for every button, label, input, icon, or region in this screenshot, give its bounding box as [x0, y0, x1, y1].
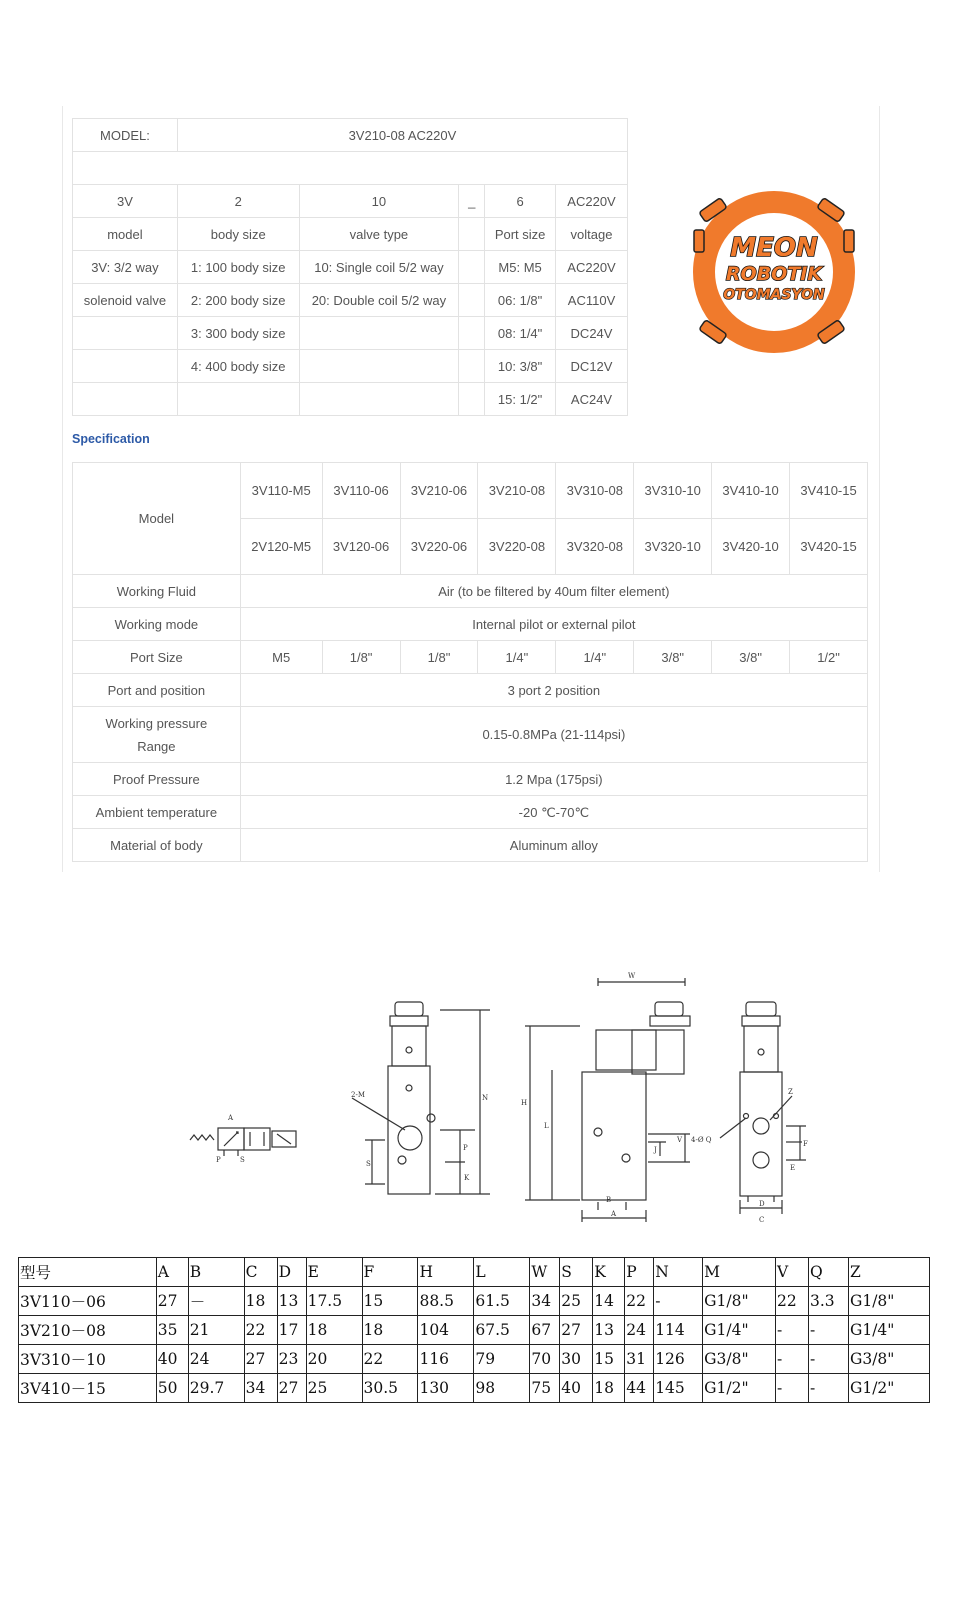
dimension-cell: 30: [560, 1345, 593, 1374]
code-part: 2: [177, 185, 299, 218]
dimension-row: [19, 1287, 930, 1316]
dimension-cell: 22: [244, 1316, 277, 1345]
dimension-cell: 18: [244, 1287, 277, 1316]
dimension-cell: -: [654, 1287, 703, 1316]
option-cell: [177, 383, 299, 416]
dimension-cell: G3/8": [703, 1345, 776, 1374]
technical-drawing: [180, 970, 820, 1240]
dimension-row: [19, 1374, 930, 1403]
dimension-cell: 30.5: [362, 1374, 418, 1403]
dimension-cell: -: [809, 1316, 849, 1345]
dimension-cell: G1/4": [703, 1316, 776, 1345]
dimension-cell: 104: [418, 1316, 474, 1345]
row-label: Port and position: [73, 674, 241, 707]
dimension-header-cell: C: [244, 1258, 277, 1287]
model-cell: 3V210-06: [400, 463, 478, 519]
option-cell: 3V: 3/2 way: [73, 251, 178, 284]
row-value: 0.15-0.8MPa (21-114psi): [240, 707, 867, 763]
dimension-header-cell: A: [156, 1258, 188, 1287]
logo-line2: ROBOTIK: [725, 263, 823, 285]
option-row: [73, 350, 628, 383]
option-cell: M5: M5: [485, 251, 556, 284]
dimension-header-cell: D: [277, 1258, 306, 1287]
option-cell: [73, 317, 178, 350]
dimension-cell: -: [809, 1374, 849, 1403]
dimension-header-cell: B: [188, 1258, 244, 1287]
row-label: Proof Pressure: [73, 763, 241, 796]
code-part: 3V: [73, 185, 178, 218]
option-cell: 08: 1/4": [485, 317, 556, 350]
dimension-cell: 70: [530, 1345, 560, 1374]
material-row: [73, 829, 868, 862]
option-cell: 15: 1/2": [485, 383, 556, 416]
label-w: W: [628, 972, 636, 980]
option-cell: 20: Double coil 5/2 way: [299, 284, 459, 317]
option-cell: [73, 350, 178, 383]
dimension-cell: 13: [277, 1287, 306, 1316]
row-label: Port Size: [73, 641, 241, 674]
label-f: F: [803, 1140, 808, 1148]
caption: [459, 218, 485, 251]
caption: model: [73, 218, 178, 251]
label-p: P: [216, 1156, 221, 1164]
dimension-cell: 31: [625, 1345, 654, 1374]
option-row: [73, 383, 628, 416]
label-s: S: [240, 1156, 245, 1164]
dimension-cell: G3/8": [848, 1345, 929, 1374]
dimension-header-cell: V: [776, 1258, 809, 1287]
label-h: H: [521, 1099, 528, 1107]
dimension-cell: 3.3: [809, 1287, 849, 1316]
dimension-cell: 27: [560, 1316, 593, 1345]
option-cell: AC220V: [556, 251, 628, 284]
pressure-range-row: [73, 707, 868, 763]
label-line: Range: [137, 738, 176, 754]
dimension-header-cell: F: [362, 1258, 418, 1287]
model-cell: 3V320-08: [556, 519, 634, 575]
dimension-cell: -: [809, 1345, 849, 1374]
dimension-cell: 50: [156, 1374, 188, 1403]
dimension-cell: 18: [362, 1316, 418, 1345]
option-cell: AC110V: [556, 284, 628, 317]
option-cell: [299, 350, 459, 383]
dimension-cell: -: [776, 1345, 809, 1374]
option-cell: 10: Single coil 5/2 way: [299, 251, 459, 284]
row-value: Air (to be filtered by 40um filter element): [240, 575, 867, 608]
label-z: Z: [788, 1088, 793, 1096]
dimension-cell: 21: [188, 1316, 244, 1345]
row-label: Working Fluid: [73, 575, 241, 608]
row-label: Material of body: [73, 829, 241, 862]
label-v: V: [677, 1136, 683, 1144]
dimension-cell: 40: [560, 1374, 593, 1403]
option-cell: 4: 400 body size: [177, 350, 299, 383]
port-size-cell: M5: [240, 641, 322, 674]
dimension-header-cell: L: [474, 1258, 530, 1287]
specification-table: [72, 462, 868, 862]
option-cell: [459, 251, 485, 284]
dimension-header-cell: H: [418, 1258, 474, 1287]
row-label: [73, 707, 241, 763]
option-cell: [73, 383, 178, 416]
port-size-cell: 3/8": [634, 641, 712, 674]
model-cell: 3V220-08: [478, 519, 556, 575]
dimension-header-cell: E: [306, 1258, 362, 1287]
dimension-cell: 23: [277, 1345, 306, 1374]
caption: valve type: [299, 218, 459, 251]
side-view: [351, 1002, 490, 1194]
label-a2: A: [611, 1210, 617, 1218]
option-cell: solenoid valve: [73, 284, 178, 317]
dimension-header-row: [19, 1258, 930, 1287]
dimension-cell: 114: [654, 1316, 703, 1345]
model-cell: 3V120-06: [322, 519, 400, 575]
dimension-table: [18, 1257, 930, 1403]
dimension-cell: 79: [474, 1345, 530, 1374]
caption: voltage: [556, 218, 628, 251]
dimension-cell: 75: [530, 1374, 560, 1403]
dimension-header-cell: W: [530, 1258, 560, 1287]
row-value: 3 port 2 position: [240, 674, 867, 707]
dimension-cell: 116: [418, 1345, 474, 1374]
dimension-cell: 88.5: [418, 1287, 474, 1316]
dimension-cell: 20: [306, 1345, 362, 1374]
dimension-header-cell: N: [654, 1258, 703, 1287]
port-size-cell: 1/8": [400, 641, 478, 674]
dimension-cell: 61.5: [474, 1287, 530, 1316]
row-value: Aluminum alloy: [240, 829, 867, 862]
dimension-cell: 145: [654, 1374, 703, 1403]
dimension-cell: 27: [156, 1287, 188, 1316]
dimension-cell: 22: [625, 1287, 654, 1316]
dimension-cell: -: [776, 1316, 809, 1345]
dimension-cell: G1/8": [703, 1287, 776, 1316]
dimension-cell: 130: [418, 1374, 474, 1403]
option-row: [73, 251, 628, 284]
dimension-cell: 3V310－10: [19, 1345, 157, 1374]
captions-row: [73, 218, 628, 251]
label-d: D: [759, 1200, 765, 1208]
label-p2: P: [463, 1144, 468, 1152]
specification-heading: Specification: [72, 432, 150, 446]
dimension-cell: G1/2": [848, 1374, 929, 1403]
dimension-header-cell: K: [593, 1258, 625, 1287]
model-cell: 3V110-M5: [240, 463, 322, 519]
option-cell: AC24V: [556, 383, 628, 416]
model-cell: 2V120-M5: [240, 519, 322, 575]
model-cell: 3V420-15: [790, 519, 868, 575]
label-a: A: [228, 1114, 234, 1122]
label-j: J: [654, 1146, 657, 1154]
valve-symbol: [190, 1114, 296, 1164]
dimension-header-cell: 型号: [19, 1258, 157, 1287]
logo-line3: OTOMASYON: [723, 287, 825, 303]
dimension-cell: 3V410－15: [19, 1374, 157, 1403]
model-cell: 3V320-10: [634, 519, 712, 575]
dimension-cell: 14: [593, 1287, 625, 1316]
caption: body size: [177, 218, 299, 251]
dimension-cell: 15: [593, 1345, 625, 1374]
working-fluid-row: [73, 575, 868, 608]
model-value: 3V210-08 AC220V: [177, 119, 627, 152]
model-label: Model: [73, 463, 241, 575]
dimension-cell: 3V110－06: [19, 1287, 157, 1316]
dimension-cell: 126: [654, 1345, 703, 1374]
label-line: Working pressure: [105, 715, 208, 731]
dimension-cell: 44: [625, 1374, 654, 1403]
model-cell: 3V110-06: [322, 463, 400, 519]
dimension-cell: 17: [277, 1316, 306, 1345]
port-size-row: [73, 641, 868, 674]
dimension-row: [19, 1316, 930, 1345]
option-cell: 06: 1/8": [485, 284, 556, 317]
code-part: _: [459, 185, 485, 218]
dimension-cell: 27: [277, 1374, 306, 1403]
label-l: L: [544, 1122, 549, 1130]
dimension-cell: 3V210－08: [19, 1316, 157, 1345]
models-row-1: [73, 463, 868, 519]
logo-line1: MEON: [730, 233, 818, 263]
port-size-cell: 1/8": [322, 641, 400, 674]
dimension-cell: －: [188, 1287, 244, 1316]
option-cell: [299, 383, 459, 416]
option-cell: DC24V: [556, 317, 628, 350]
dimension-cell: -: [776, 1374, 809, 1403]
dimension-cell: G1/2": [703, 1374, 776, 1403]
port-position-row: [73, 674, 868, 707]
option-cell: [459, 350, 485, 383]
dimension-cell: 35: [156, 1316, 188, 1345]
option-cell: [299, 317, 459, 350]
dimension-cell: 34: [244, 1374, 277, 1403]
option-row: [73, 284, 628, 317]
label-m: 2-M: [351, 1091, 365, 1099]
dimension-cell: 25: [560, 1287, 593, 1316]
row-label: Working mode: [73, 608, 241, 641]
dimension-cell: 18: [593, 1374, 625, 1403]
end-view: [691, 1002, 808, 1224]
option-cell: 2: 200 body size: [177, 284, 299, 317]
dimension-cell: 27: [244, 1345, 277, 1374]
code-part: 10: [299, 185, 459, 218]
dimension-header-cell: Z: [848, 1258, 929, 1287]
option-cell: 1: 100 body size: [177, 251, 299, 284]
caption: Port size: [485, 218, 556, 251]
label-b: B: [606, 1196, 612, 1204]
dimension-row: [19, 1345, 930, 1374]
row-value: Internal pilot or external pilot: [240, 608, 867, 641]
model-cell: 3V410-15: [790, 463, 868, 519]
dimension-cell: 15: [362, 1287, 418, 1316]
dimension-cell: 67.5: [474, 1316, 530, 1345]
dimension-header-cell: M: [703, 1258, 776, 1287]
dimension-cell: 13: [593, 1316, 625, 1345]
option-cell: 3: 300 body size: [177, 317, 299, 350]
code-part: 6: [485, 185, 556, 218]
meon-robotik-logo: [688, 186, 860, 358]
port-size-cell: 1/4": [478, 641, 556, 674]
dimension-cell: 18: [306, 1316, 362, 1345]
dimension-cell: 24: [625, 1316, 654, 1345]
option-cell: [459, 284, 485, 317]
code-part: AC220V: [556, 185, 628, 218]
option-row: [73, 317, 628, 350]
dimension-header-cell: S: [560, 1258, 593, 1287]
label-c: C: [759, 1216, 765, 1224]
dimension-cell: 98: [474, 1374, 530, 1403]
option-cell: [459, 317, 485, 350]
label-n: N: [482, 1094, 489, 1102]
model-code-table: [72, 118, 628, 416]
blank-row: [73, 152, 628, 185]
dimension-cell: 40: [156, 1345, 188, 1374]
dimension-cell: G1/4": [848, 1316, 929, 1345]
proof-pressure-row: [73, 763, 868, 796]
dimension-cell: 29.7: [188, 1374, 244, 1403]
model-cell: 3V310-08: [556, 463, 634, 519]
dimension-cell: 17.5: [306, 1287, 362, 1316]
port-size-cell: 1/4": [556, 641, 634, 674]
dimension-cell: 34: [530, 1287, 560, 1316]
dimension-cell: 22: [362, 1345, 418, 1374]
label-s2: S: [366, 1160, 371, 1168]
code-parts-row: [73, 185, 628, 218]
option-cell: 10: 3/8": [485, 350, 556, 383]
port-size-cell: 3/8": [712, 641, 790, 674]
label-k: K: [464, 1174, 470, 1182]
model-row: [73, 119, 628, 152]
model-cell: 3V420-10: [712, 519, 790, 575]
label-e: E: [790, 1164, 796, 1172]
label-q: 4-Ø Q: [691, 1136, 712, 1144]
model-cell: 3V310-10: [634, 463, 712, 519]
dimension-cell: G1/8": [848, 1287, 929, 1316]
model-cell: 3V220-06: [400, 519, 478, 575]
model-label: MODEL:: [73, 119, 178, 152]
blank-cell: [73, 152, 628, 185]
model-cell: 3V210-08: [478, 463, 556, 519]
row-value: 1.2 Mpa (175psi): [240, 763, 867, 796]
row-value: -20 ℃-70℃: [240, 796, 867, 829]
dimension-cell: 67: [530, 1316, 560, 1345]
ambient-temp-row: [73, 796, 868, 829]
dimension-cell: 25: [306, 1374, 362, 1403]
option-cell: DC12V: [556, 350, 628, 383]
dimension-header-cell: Q: [809, 1258, 849, 1287]
port-size-cell: 1/2": [790, 641, 868, 674]
dimension-header-cell: P: [625, 1258, 654, 1287]
row-label: Ambient temperature: [73, 796, 241, 829]
working-mode-row: [73, 608, 868, 641]
option-cell: [459, 383, 485, 416]
dimension-cell: 22: [776, 1287, 809, 1316]
dimension-cell: 24: [188, 1345, 244, 1374]
front-view: [521, 972, 690, 1222]
model-cell: 3V410-10: [712, 463, 790, 519]
